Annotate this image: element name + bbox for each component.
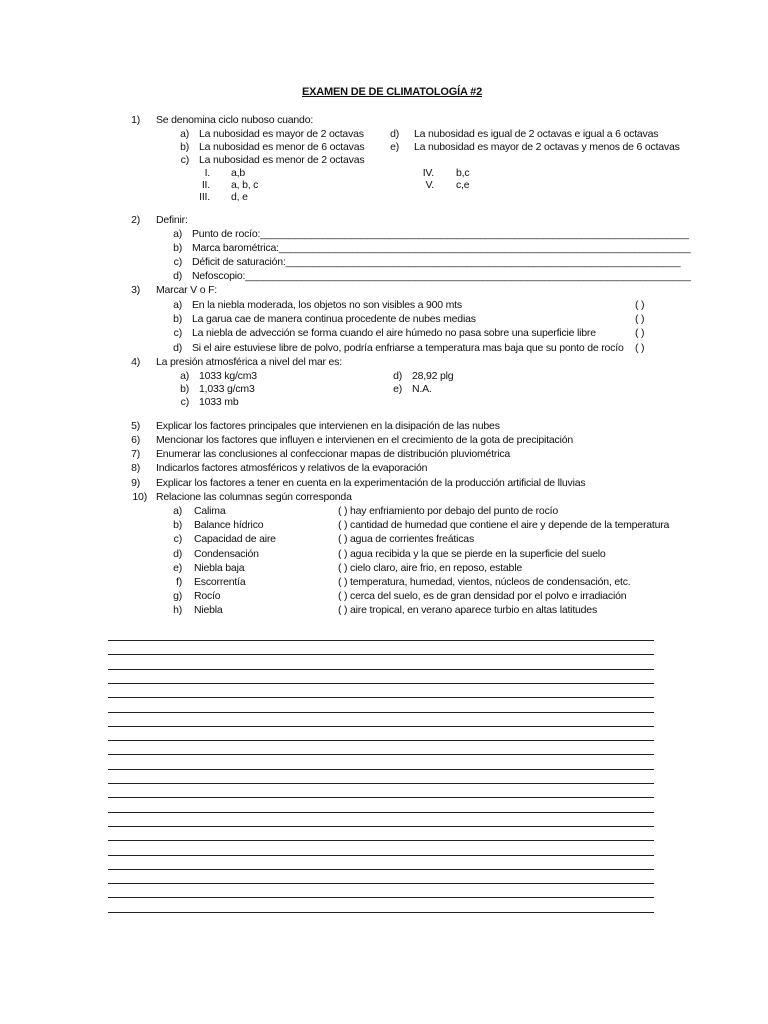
q4-number: 4) <box>131 356 140 368</box>
answer-line[interactable] <box>108 769 654 770</box>
q8-number: 8) <box>131 462 140 474</box>
q4-option-c-label: c) <box>180 396 189 408</box>
q4-option-c-text: 1033 mb <box>199 396 239 408</box>
answer-line[interactable] <box>108 855 654 856</box>
q5-number: 5) <box>131 420 140 432</box>
q2-item-d-label: d) <box>173 270 182 282</box>
q3-item-c-answer-box[interactable]: ( ) <box>635 327 645 339</box>
answer-line[interactable] <box>108 712 654 713</box>
q2-item-d-text: Nefoscopio:_______________________________________________________________________________ <box>192 270 691 282</box>
q2-number: 2) <box>131 214 140 226</box>
answer-line[interactable] <box>108 869 654 870</box>
q4-option-b-text: 1,033 g/cm3 <box>199 383 255 395</box>
q4-option-b-label: b) <box>180 383 189 395</box>
q1-text: Se denomina ciclo nuboso cuando: <box>156 114 314 126</box>
q1-combo-i-text: a,b <box>231 167 245 179</box>
answer-line[interactable] <box>108 840 654 841</box>
q1-option-c-text: La nubosidad es menor de 2 octavas <box>199 154 365 166</box>
q3-item-d-label: d) <box>173 342 182 354</box>
q10-row-b-label: b) <box>173 519 182 531</box>
q2-item-a-label: a) <box>173 228 182 240</box>
q10-row-d-left: Condensación <box>194 548 259 560</box>
q1-option-b-text: La nubosidad es menor de 6 octavas <box>199 141 365 153</box>
q2-item-b-label: b) <box>173 242 182 254</box>
q4-option-d-text: 28,92 plg <box>412 370 454 382</box>
q3-item-c-text: La niebla de advección se forma cuando el aire húmedo no pasa sobre una superficie libre <box>192 327 596 339</box>
q1-combo-iv-text: b,c <box>456 167 470 179</box>
q3-item-b-label: b) <box>173 313 182 325</box>
q3-number: 3) <box>131 284 140 296</box>
q4-text: La presión atmosférica a nivel del mar es: <box>156 356 342 368</box>
answer-line[interactable] <box>108 812 654 813</box>
q1-number: 1) <box>131 114 140 126</box>
answer-line[interactable] <box>108 797 654 798</box>
q10-row-f-label: f) <box>175 576 182 588</box>
q10-row-f-right: ( ) temperatura, humedad, vientos, núcleos de condensación, etc. <box>338 576 631 588</box>
q2-item-c-text: Déficit de saturación:______________________________________________________________________ <box>192 256 681 268</box>
q2-item-c-label: c) <box>173 256 182 268</box>
answer-line[interactable] <box>108 726 654 727</box>
q10-row-g-left: Rocío <box>194 590 221 602</box>
answer-line[interactable] <box>108 826 654 827</box>
q1-combo-i-label: I. <box>204 167 210 179</box>
q4-option-a-label: a) <box>180 370 189 382</box>
q1-option-b-label: b) <box>180 141 189 153</box>
q2-item-b-text: Marca barométrica:_________________________________________________________________________ <box>192 242 691 254</box>
q3-item-b-answer-box[interactable]: ( ) <box>635 313 645 325</box>
q8-text: Indicarlos factores atmosféricos y relativos de la evaporación <box>156 462 428 474</box>
q1-combo-iii-label: III. <box>199 191 210 203</box>
q1-option-d-label: d) <box>390 128 399 140</box>
q6-text: Mencionar los factores que influyen e intervienen en el crecimiento de la gota de precipitación <box>156 434 574 446</box>
q10-row-g-label: g) <box>173 590 182 602</box>
q10-row-a-right: ( ) hay enfriamiento por debajo del punto de rocío <box>338 505 558 517</box>
q10-row-a-label: a) <box>173 505 182 517</box>
answer-line[interactable] <box>108 754 654 755</box>
answer-line[interactable] <box>108 669 654 670</box>
answer-line[interactable] <box>108 697 654 698</box>
q2-text: Definir: <box>156 214 188 226</box>
q10-row-c-left: Capacidad de aire <box>194 533 276 545</box>
answer-line[interactable] <box>108 740 654 741</box>
q10-row-e-right: ( ) cielo claro, aire frio, en reposo, estable <box>338 562 522 574</box>
q3-item-a-text: En la niebla moderada, los objetos no son visibles a 900 mts <box>192 299 462 311</box>
q1-combo-v-label: V. <box>425 179 434 191</box>
answer-line[interactable] <box>108 783 654 784</box>
q3-item-a-label: a) <box>173 299 182 311</box>
q10-row-a-left: Calima <box>194 505 226 517</box>
q1-option-a-text: La nubosidad es mayor de 2 octavas <box>199 128 364 140</box>
q10-row-d-label: d) <box>173 548 182 560</box>
q9-number: 9) <box>131 477 140 489</box>
q4-option-d-label: d) <box>393 370 402 382</box>
q1-option-c-label: c) <box>180 154 189 166</box>
q1-combo-v-text: c,e <box>456 179 470 191</box>
q10-row-d-right: ( ) agua recibida y la que se pierde en la superficie del suelo <box>338 548 606 560</box>
q1-option-e-text: La nubosidad es mayor de 2 octavas y menos de 6 octavas <box>414 141 680 153</box>
answer-line[interactable] <box>108 640 654 641</box>
q1-option-e-label: e) <box>390 141 399 153</box>
q10-row-c-right: ( ) agua de corrientes freáticas <box>338 533 475 545</box>
answer-line[interactable] <box>108 683 654 684</box>
q10-row-b-left: Balance hídrico <box>194 519 264 531</box>
exam-title: EXAMEN DE DE CLIMATOLOGÍA #2 <box>302 86 482 98</box>
q7-number: 7) <box>131 448 140 460</box>
q3-item-c-label: c) <box>173 327 182 339</box>
q10-text: Relacione las columnas según corresponda <box>156 491 352 503</box>
q4-option-e-label: e) <box>393 383 402 395</box>
q2-item-a-text: Punto de rocío:____________________________________________________________________________ <box>192 228 689 240</box>
q10-number: 10) <box>132 491 147 503</box>
q10-row-g-right: ( ) cerca del suelo, es de gran densidad por el polvo e irradiación <box>338 590 627 602</box>
q10-row-c-label: c) <box>173 533 182 545</box>
q4-option-e-text: N.A. <box>412 383 432 395</box>
q1-combo-iii-text: d, e <box>231 191 248 203</box>
q3-item-a-answer-box[interactable]: ( ) <box>635 299 645 311</box>
answer-line[interactable] <box>108 654 654 655</box>
q3-item-b-text: La garua cae de manera continua procedente de nubes medias <box>192 313 476 325</box>
q10-row-h-label: h) <box>173 604 182 616</box>
q10-row-e-left: Niebla baja <box>194 562 245 574</box>
q3-item-d-answer-box[interactable]: ( ) <box>635 342 645 354</box>
q10-row-f-left: Escorrentía <box>194 576 246 588</box>
q10-row-h-left: Niebla <box>194 604 223 616</box>
q1-combo-iv-label: IV. <box>422 167 434 179</box>
q7-text: Enumerar las conclusiones al confeccionar mapas de distribución pluviométrica <box>156 448 511 460</box>
q10-row-b-right: ( ) cantidad de humedad que contiene el aire y depende de la temperatura <box>338 519 670 531</box>
q6-number: 6) <box>131 434 140 446</box>
answer-line[interactable] <box>108 912 654 913</box>
q1-combo-ii-label: II. <box>201 179 210 191</box>
q5-text: Explicar los factores principales que intervienen en la disipación de las nubes <box>156 420 500 432</box>
q1-option-a-label: a) <box>180 128 189 140</box>
q3-text: Marcar V o F: <box>156 284 217 296</box>
q1-combo-ii-text: a, b, c <box>231 179 259 191</box>
q10-row-e-label: e) <box>173 562 182 574</box>
q1-option-d-text: La nubosidad es igual de 2 octavas e igual a 6 octavas <box>414 128 659 140</box>
q4-option-a-text: 1033 kg/cm3 <box>199 370 257 382</box>
q10-row-h-right: ( ) aire tropical, en verano aparece turbio en altas latitudes <box>338 604 598 616</box>
q9-text: Explicar los factores a tener en cuenta en la experimentación de la producción artificial de lluvias <box>156 477 586 489</box>
q3-item-d-text: Si el aire estuviese libre de polvo, podría enfriarse a temperatura mas baja que su ponto de rocío <box>192 342 624 354</box>
answer-line[interactable] <box>108 897 654 898</box>
answer-line[interactable] <box>108 883 654 884</box>
